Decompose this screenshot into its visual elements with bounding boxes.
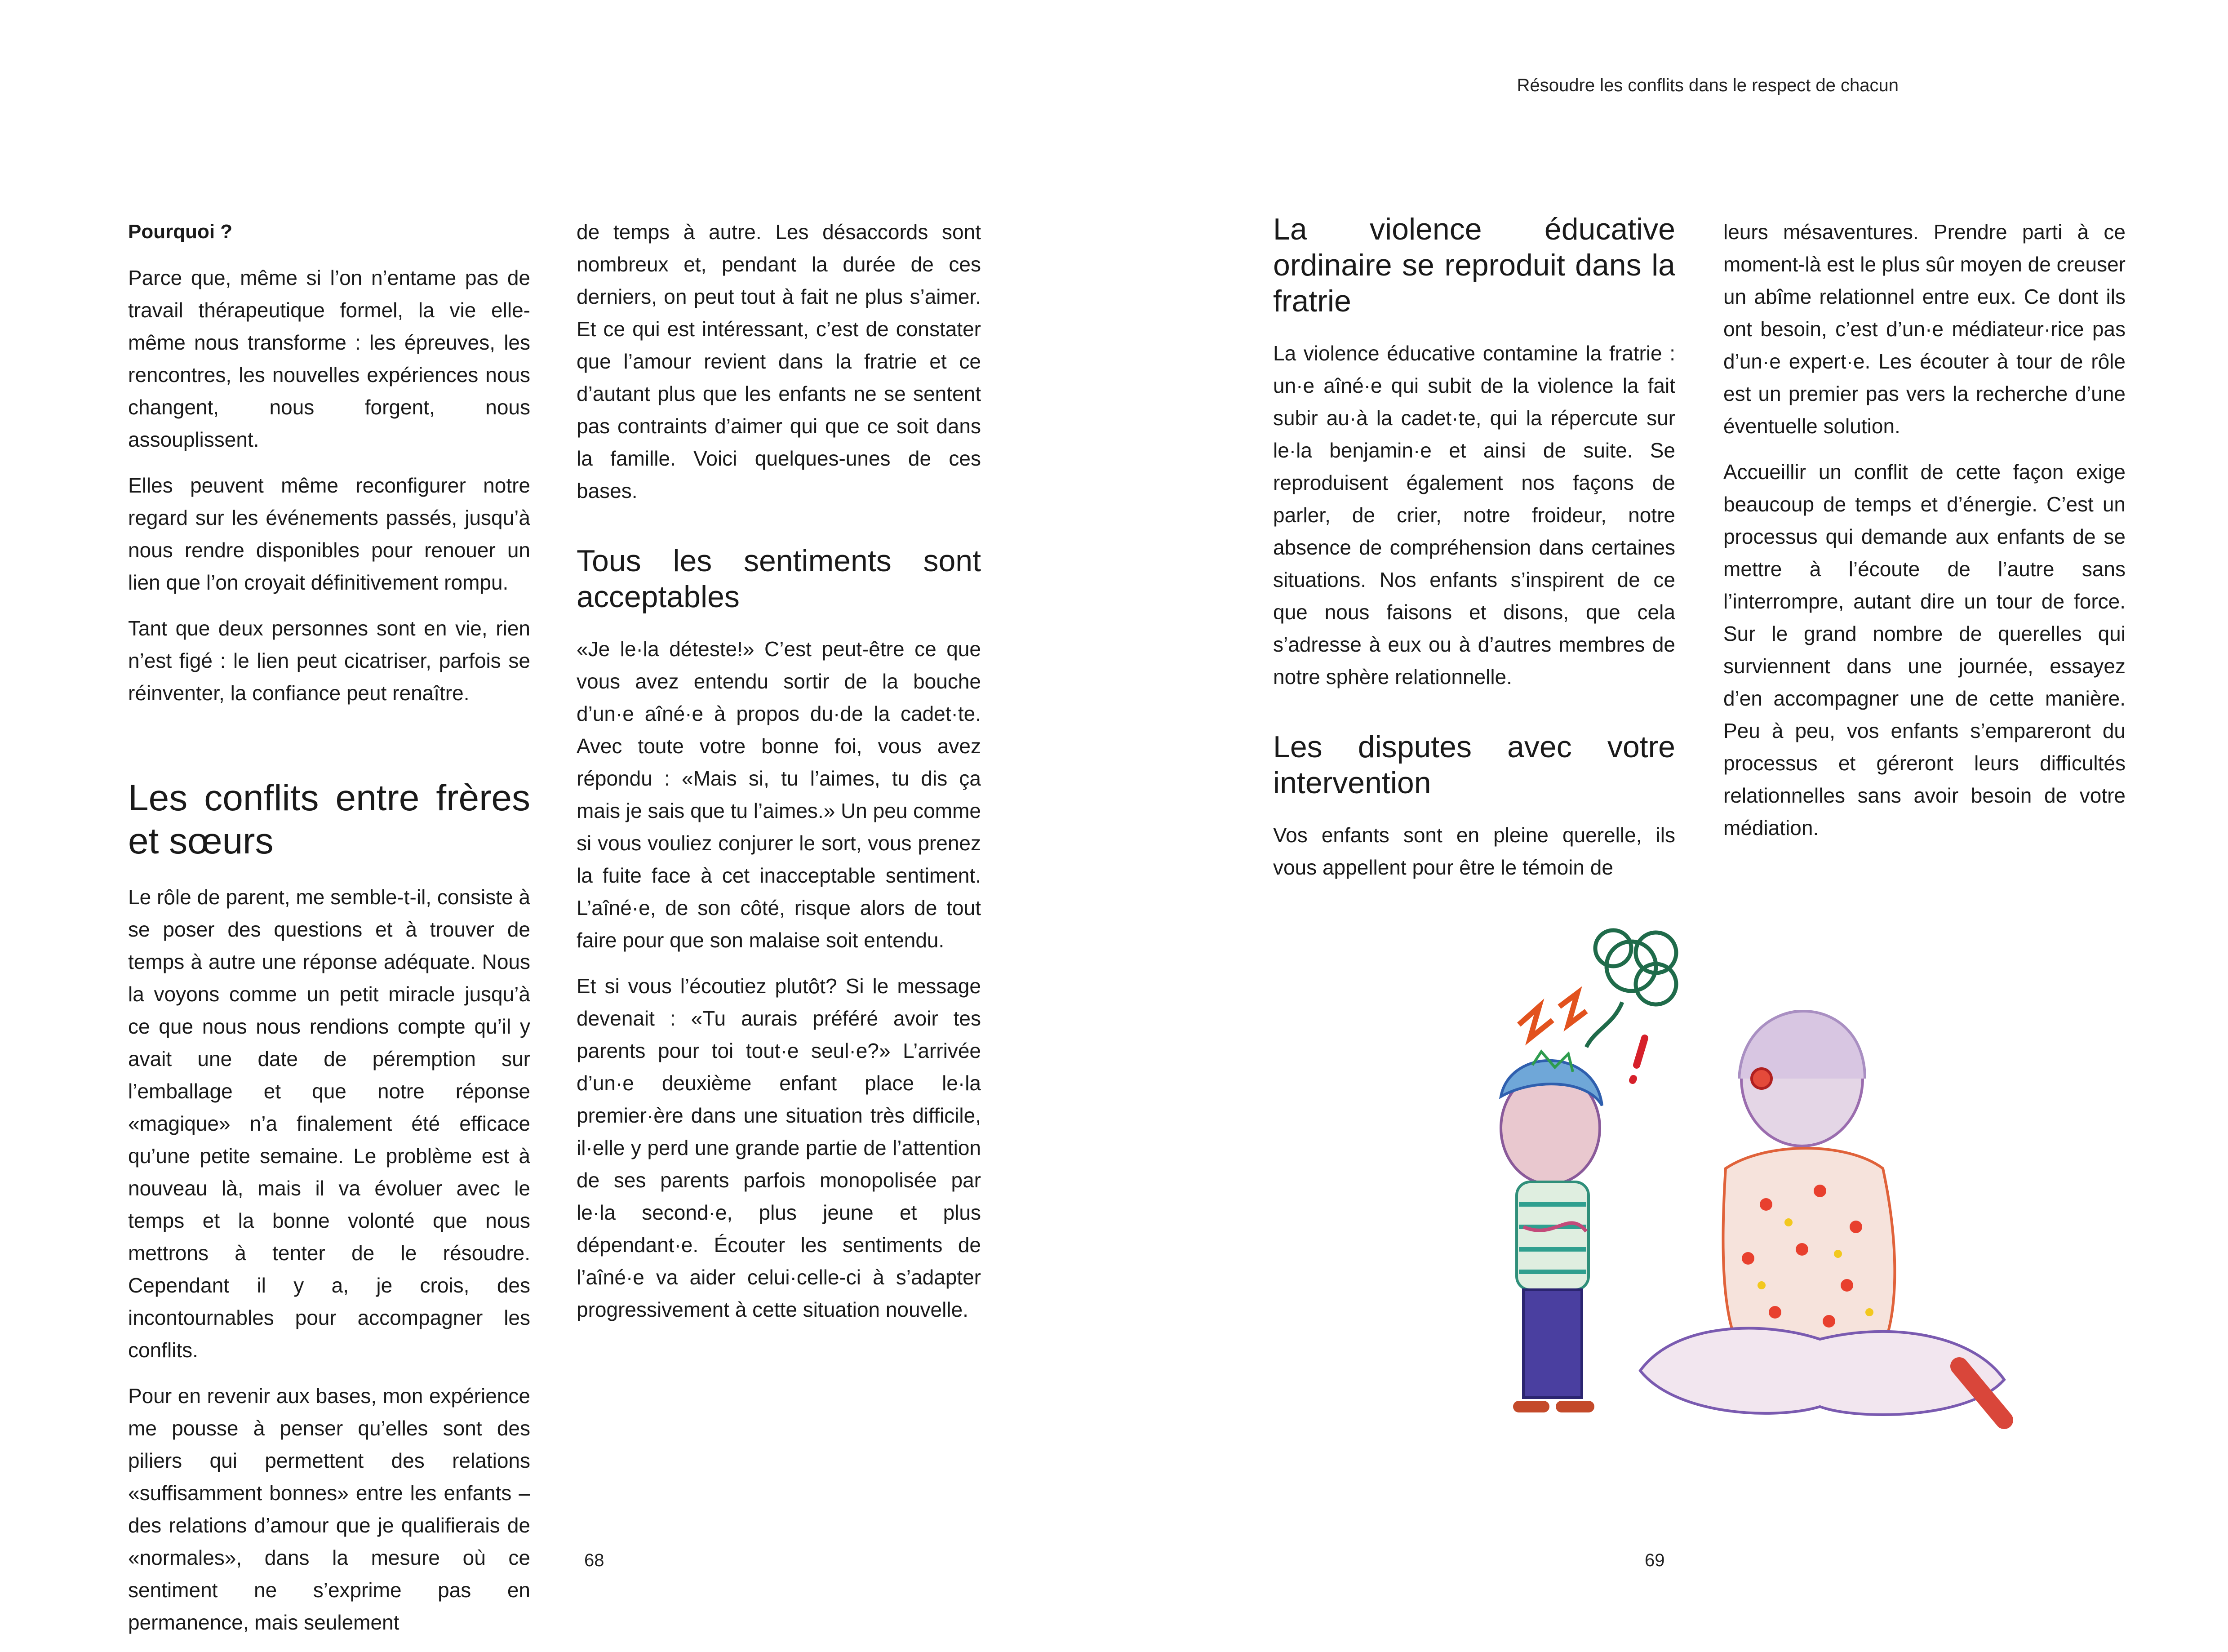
crayon-drawing-angry-child-and-smiling-adult-icon bbox=[1451, 917, 2112, 1479]
paragraph: «Je le·la déteste!» C’est peut-être ce que vous avez entendu sortir de la bouche d’un·e aîné·e à propos du·de la cadet·te. Avec toute votre bonne foi, vous avez répondu : «Mais si, tu l’aimes, tu dis ça mais je sais que tu l’aimes.» Un peu comme si vous vouliez conjurer le sort, vous prenez la fuite face à cet inacceptable sentiment. L’aîné·e, de son côté, risque alors de tout faire pour que son malaise soit entendu. bbox=[577, 637, 981, 952]
section-title-disputes: Les disputes avec votre intervention bbox=[1273, 730, 1675, 800]
scribble-cloud-icon bbox=[1586, 930, 1676, 1047]
paragraph: Accueillir un conflit de cette façon exige beaucoup de temps et d’énergie. C’est un processus qui demande aux enfants de se mettre à l’écoute de l’autre sans l’interrompre, autant dire un tour de force. Sur le grand nombre de querelles qui surviennent dans une journée, essayez d’en accompagner une de cette manière. Peu à peu, vos enfants s’empareront du processus et géreront leurs difficultés relationnelles sans avoir besoin de votre médiation. bbox=[1723, 460, 2126, 839]
page-number-right: 69 bbox=[1645, 1550, 1665, 1570]
adult-figure bbox=[1640, 1011, 2004, 1420]
exclamation-icon bbox=[1633, 1038, 1645, 1080]
right-page-column-1 bbox=[1273, 211, 1675, 897]
left-page-column-2 bbox=[577, 216, 981, 1339]
paragraph: Vos enfants sont en pleine querelle, ils vous appellent pour être le témoin de bbox=[1273, 823, 1675, 879]
paragraph: Parce que, même si l’on n’entame pas de travail thérapeutique formel, la vie elle-même nous transforme : les épreuves, les rencontres, les nouvelles expériences nous changent, nous forgent, nous assouplissent. bbox=[128, 266, 530, 451]
paragraph: Et si vous l’écoutiez plutôt? Si le message devenait : «Tu aurais préféré avoir tes parents pour toi tout·e seul·e?» L’arrivée d’un·e deuxième enfant place le·la premier·ère dans une situation très difficile, il·elle y perd une grande partie de l’attention de ses parents parfois monopolisée par le·la second·e, plus jeune et plus dépendant·e. Écouter les sentiments de l’aîné·e va aider celui·celle-ci à s’adapter progressivement à cette situation nouvelle. bbox=[577, 974, 981, 1321]
lightning-bolt-icon bbox=[1519, 993, 1586, 1038]
running-header: Résoudre les conflits dans le respect de chacun bbox=[1517, 75, 1899, 95]
left-page-column-1 bbox=[128, 216, 530, 1652]
paragraph: de temps à autre. Les désaccords sont nombreux et, pendant la durée de ces derniers, on peut tout à fait ne plus s’aimer. Et ce qui est intéressant, c’est de constater que l’amour revient dans la fratrie et ce d’autant plus que les enfants ne se sentent pas contraints d’aimer qui que ce soit dans la famille. Voici quelques-unes de ces bases. bbox=[577, 220, 981, 502]
right-page-column-2 bbox=[1723, 216, 2126, 857]
paragraph: leurs mésaventures. Prendre parti à ce moment-là est le plus sûr moyen de creuser un abîme relationnel entre eux. Ce dont ils ont besoin, c’est d’un·e médiateur·rice pas d’un·e expert·e. Les écouter à tour de rôle est un premier pas vers la recherche d’une éventuelle solution. bbox=[1723, 220, 2126, 438]
paragraph: Tant que deux personnes sont en vie, rien n’est figé : le lien peut cicatriser, parfois se réinventer, la confiance peut renaître. bbox=[128, 617, 530, 705]
paragraph: Elles peuvent même reconfigurer notre regard sur les événements passés, jusqu’à nous rendre disponibles pour renouer un lien que l’on croyait définitivement rompu. bbox=[128, 474, 530, 594]
section-title-conflits: Les conflits entre frères et sœurs bbox=[128, 777, 530, 862]
page-number-left: 68 bbox=[584, 1550, 604, 1570]
section-title-violence: La violence éducative ordinaire se reproduit dans la fratrie bbox=[1273, 212, 1675, 318]
section-title-sentiments: Tous les sentiments sont acceptables bbox=[577, 544, 981, 614]
paragraph: La violence éducative contamine la fratrie : un·e aîné·e qui subit de la violence la fait subir au·à la cadet·te, qui la répercute sur le·la benjamin·e et ainsi de suite. Se reproduisent également nos façons de parler, de crier, notre froideur, notre absence de compréhension dans certaines situations. Nos enfants s’inspirent de ce que nous faisons et disons, que cela s’adresse à eux ou à d’autres membres de notre sphère relationnelle. bbox=[1273, 342, 1675, 688]
paragraph: Pour en revenir aux bases, mon expérience me pousse à penser qu’elles sont des piliers qui permettent des relations «suffisamment bonnes» entre les enfants – des relations d’amour que je qualifierais de «normales», dans la mesure où ce sentiment ne s’exprime pas en permanence, mais seulement bbox=[128, 1384, 530, 1634]
paragraph: Le rôle de parent, me semble-t-il, consiste à se poser des questions et à trouver de temps à autre une réponse adéquate. Nous la voyons comme un petit miracle jusqu’à ce que nous nous rendions compte qu’il y avait une date de péremption sur l’emballage et que notre réponse «magique» n’a finalement été efficace qu’une petite semaine. Le problème est à nouveau là, mais il va évoluer avec le temps et la bonne volonté que nous mettrons à tenter de le résoudre. Cependant il y a, je crois, des incontournables pour accompagner les conflits. bbox=[128, 885, 530, 1362]
subheading-pourquoi: Pourquoi ? bbox=[128, 221, 233, 243]
child-figure bbox=[1501, 1052, 1602, 1407]
